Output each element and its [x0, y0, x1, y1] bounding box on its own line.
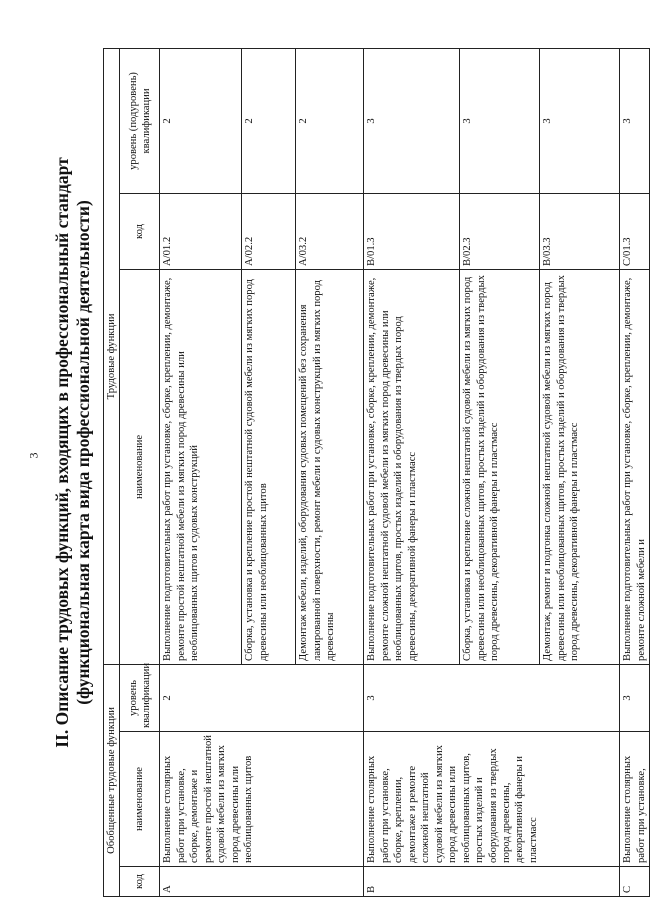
function-code: B/03.3: [540, 193, 620, 269]
function-code: B/02.3: [460, 193, 540, 269]
function-name: Сборка, установка и крепление простой нештатной судовой мебели из мягких пород древесины или необлицованных щитов: [242, 269, 296, 664]
function-sublevel: 2: [160, 48, 242, 193]
function-name: Выполнение подготовительных работ при установке, сборке, креплении, демонтаже, ремонте сложной нештатной судовой мебели из мягких пород древесины или необлицованных щитов, простых изделий и оборудования из твердых пород древесины, декоративной фанеры и пластмасс: [364, 269, 460, 664]
section-title: II. Описание трудовых функций, входящих в профессиональный стандарт: [52, 157, 72, 748]
group-level: 3: [364, 664, 620, 731]
header-name-2: наименование: [120, 269, 160, 664]
group-name: Выполнение столярных работ при установке, сборке, креплении, демонтаже и ремонте сложной нештатной судовой мебели из мягких пород древесины или необлицованных щитов, простых изделий и оборудования из твердых пород древесины, декоративной фанеры и пластмасс: [364, 732, 620, 867]
function-code: A/02.2: [242, 193, 296, 269]
function-sublevel: 3: [460, 48, 540, 193]
page-number: 3: [26, 452, 41, 459]
function-name: Демонтаж, ремонт и подгонка сложной нештатной судовой мебели из мягких пород древесины или необлицованных щитов, простых изделий и оборудования из твердых пород древесины, декоративной фанеры и пластмасс: [540, 269, 620, 664]
table-row: [620, 48, 650, 896]
header-sublevel: уровень (подуровень) квалификации: [120, 48, 160, 193]
function-code: B/01.3: [364, 193, 460, 269]
table-row: [364, 48, 460, 896]
function-sublevel: 2: [242, 48, 296, 193]
function-name: Сборка, установка и крепление сложной нештатной судовой мебели из мягких пород древесины или необлицованных щитов, простых изделий и оборудования из твердых пород древесины, декоративной фанеры и пластмасс: [460, 269, 540, 664]
group-name: Выполнение столярных работ при установке, сборке, демонтаже и ремонте простой нештатной судовой мебели из мягких пород древесины или необлицованных щитов: [160, 732, 364, 867]
function-name: Демонтаж мебели, изделий, оборудования судовых помещений без сохранения лакированной поверхности, ремонт мебели и судовых конструкций из мягких пород древесины: [296, 269, 364, 664]
group-code: C: [620, 867, 650, 897]
section-subtitle: (функциональная карта вида профессиональной деятельности): [73, 200, 93, 705]
group-code: B: [364, 867, 620, 897]
function-code: A/03.2: [296, 193, 364, 269]
header-name: наименование: [120, 732, 160, 867]
header-labor-functions: Трудовые функции: [104, 48, 120, 664]
function-sublevel: 3: [620, 48, 650, 193]
function-sublevel: 3: [364, 48, 460, 193]
function-code: A/01.2: [160, 193, 242, 269]
function-name: Выполнение подготовительных работ при установке, сборке, креплении, демонтаже, ремонте простой нештатной мебели из мягких пород древесины или необлицованных щитов и судовых конструкций: [160, 269, 242, 664]
group-level: 3: [620, 664, 650, 731]
table-row: [160, 48, 242, 896]
header-code-2: код: [120, 193, 160, 269]
header-code: код: [120, 867, 160, 897]
functional-map-table: [103, 48, 650, 897]
header-level: уровень квалификации: [120, 664, 160, 731]
group-name: Выполнение столярных работ при установке,: [620, 732, 650, 867]
header-generalized: Обобщенные трудовые функции: [104, 664, 120, 896]
group-level: 2: [160, 664, 364, 731]
group-code: A: [160, 867, 364, 897]
function-name: Выполнение подготовительных работ при установке, сборке, креплении, демонтаже, ремонте сложной мебели и: [620, 269, 650, 664]
function-sublevel: 3: [540, 48, 620, 193]
function-code: C/01.3: [620, 193, 650, 269]
function-sublevel: 2: [296, 48, 364, 193]
